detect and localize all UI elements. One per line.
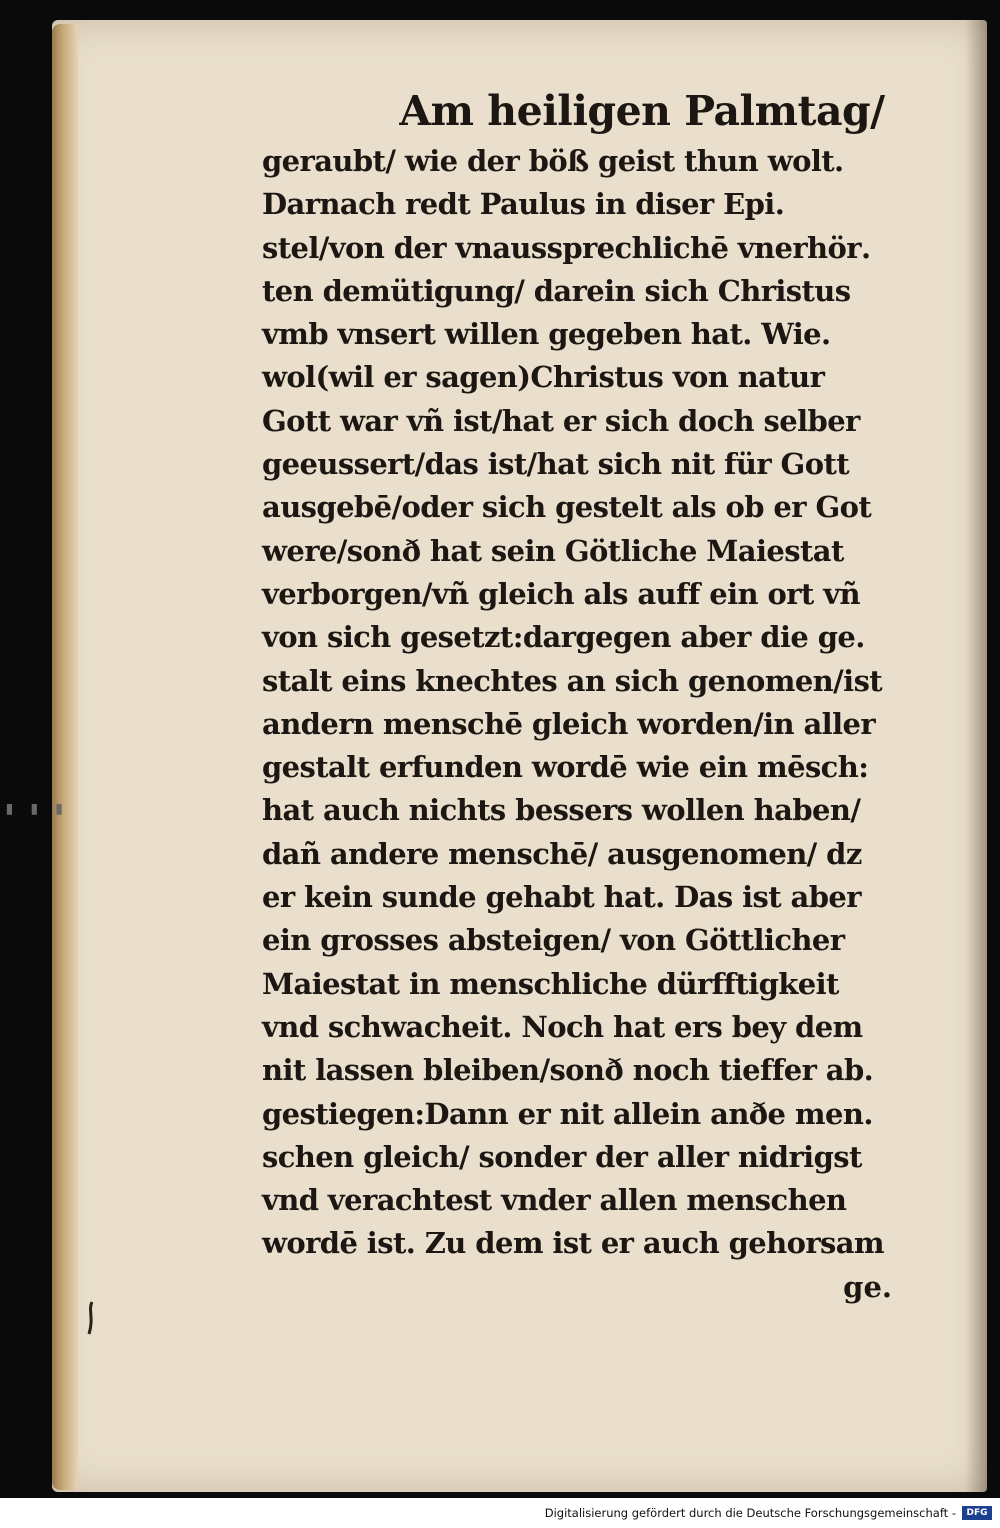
text-line: ten demütigung/ darein sich Christus — [262, 273, 851, 308]
page-text-block — [262, 82, 942, 1309]
text-line: Darnach redt Paulus in diser Epi․ — [262, 187, 785, 222]
running-header: Am heiligen Palmtag/ — [399, 87, 885, 135]
text-line: wol(wil er sagen)Christus von natur — [262, 360, 825, 395]
page-edge — [52, 24, 78, 1490]
text-line: nit lassen bleiben/sonð noch tieffer ab․ — [262, 1053, 874, 1088]
binding-marks: ▮▮▮ — [4, 798, 79, 819]
funding-credit: Digitalisierung gefördert durch die Deutsche Forschungsgemeinschaft - — [544, 1506, 956, 1520]
text-line: er kein sunde gehabt hat. Das ist aber — [262, 880, 861, 915]
text-line: geeussert/das ist/hat sich nit für Gott — [262, 447, 850, 482]
text-line: ausgebē/oder sich gestelt als ob er Got — [262, 490, 872, 525]
text-line: vnd verachtest vnder allen menschen — [262, 1183, 847, 1218]
text-line: dañ andere menschē/ ausgenomen/ dz — [262, 836, 862, 871]
text-line: verborgen/vñ gleich als auff ein ort vñ — [262, 576, 860, 611]
text-line: hat auch nichts bessers wollen haben/ — [262, 793, 861, 828]
text-line: andern menschē gleich worden/in aller — [262, 706, 876, 741]
text-line: gestiegen:Dann er nit allein anðe men․ — [262, 1096, 873, 1131]
text-line: von sich gesetzt:dargegen aber die ge․ — [262, 620, 865, 655]
text-line: Maiestat in menschliche dürfftigkeit — [262, 966, 839, 1001]
text-line: schen gleich/ sonder der aller nidrigst — [262, 1139, 862, 1174]
text-line: ein grosses absteigen/ von Göttlicher — [262, 923, 845, 958]
catchword: ge․ — [843, 1269, 892, 1304]
ink-mark — [86, 1300, 96, 1336]
text-line: wordē ist. Zu dem ist er auch gehorsam — [262, 1226, 885, 1261]
text-lines — [262, 140, 942, 1266]
text-line: stalt eins knechtes an sich genomen/ist — [262, 663, 883, 698]
text-line: Gott war vñ ist/hat er sich doch selber — [262, 403, 860, 438]
text-line: stel/von der vnaussprechlichē vnerhör․ — [262, 230, 871, 265]
gutter-shadow — [965, 20, 987, 1492]
text-line: were/sonð hat sein Götliche Maiestat — [262, 533, 844, 568]
text-line: gestalt erfunden wordē wie ein mēsch: — [262, 750, 869, 785]
text-line: vnd schwacheit. Noch hat ers bey dem — [262, 1009, 863, 1044]
text-line: vmb vnsert willen gegeben hat. Wie․ — [262, 317, 831, 352]
text-line: geraubt/ wie der böß geist thun wolt. — [262, 144, 844, 178]
footer-bar — [0, 1498, 1000, 1528]
dfg-logo: DFG — [962, 1506, 992, 1520]
